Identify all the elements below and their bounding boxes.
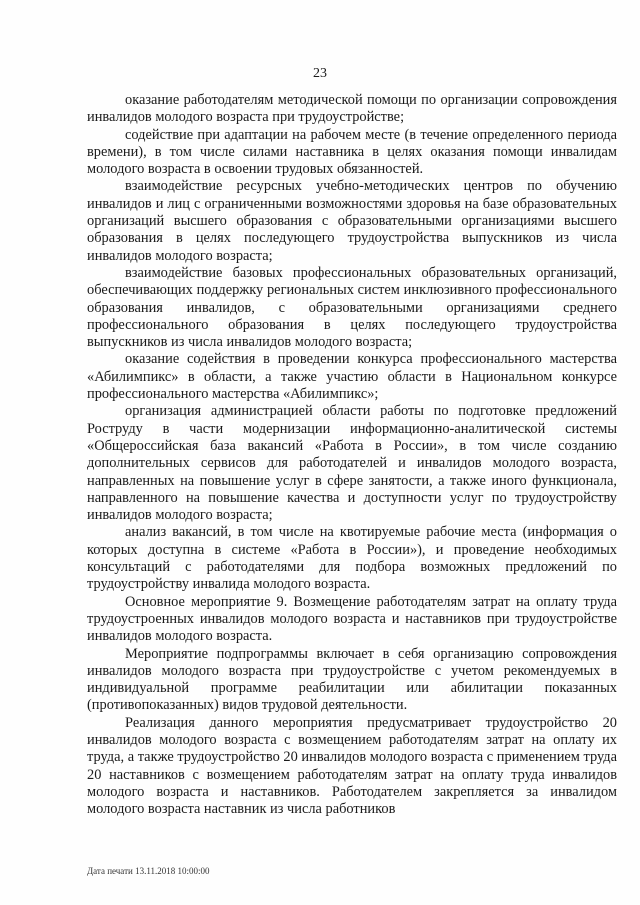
document-body — [87, 92, 617, 818]
paragraph-abilympics: оказание содействия в проведении конкурса профессионального мастерства «Абилимпикс» в области, а также участию области в Национальном конкурсе профессионального мастерства «Абилимпикс»; — [87, 351, 617, 403]
paragraph-resource-centers: взаимодействие ресурсных учебно-методических центров по обучению инвалидов и лиц с ограниченными возможностями здоровья на базе образовательных организаций высшего образования с образовательными организациями высшего образования в целях последующего трудоустройства выпускников из числа инвалидов молодого возраста; — [87, 178, 617, 264]
paragraph-subprogram-measure: Мероприятие подпрограммы включает в себя организацию сопровождения инвалидов молодого возраста при трудоустройстве с учетом рекомендуемых в индивидуальной программе реабилитации или абилитации показанных (противопоказанных) видов трудовой деятельности. — [87, 645, 617, 714]
paragraph-implementation: Реализация данного мероприятия предусматривает трудоустройство 20 инвалидов молодого возраста с возмещением работодателям затрат на оплату их труда, а также трудоустройство 20 инвалидов молодого возраста с применением труда 20 наставников с возмещением работодателям затрат на оплату труда инвалидов молодого возраста и наставников. Работодателем закрепляется за инвалидом молодого возраста наставник из числа работников — [87, 714, 617, 818]
page-number: 23 — [313, 66, 327, 81]
print-date-footer: Дата печати 13.11.2018 10:00:00 — [87, 866, 210, 876]
paragraph-methodical-help: оказание работодателям методической помощи по организации сопровождения инвалидов молодого возраста при трудоустройстве; — [87, 92, 617, 126]
paragraph-base-organizations: взаимодействие базовых профессиональных образовательных организаций, обеспечивающих поддержку региональных систем инклюзивного профессионального образования инвалидов, с образовательными организациями среднего профессионального образования в целях последующего трудоустройства выпускников из числа инвалидов молодого возраста; — [87, 264, 617, 351]
paragraph-workplace-adaptation: содействие при адаптации на рабочем месте (в течение определенного периода времени), в том числе силами наставника в целях оказания помощи инвалидам молодого возраста в освоении трудовых обязанностей. — [87, 126, 617, 178]
paragraph-vacancy-analysis: анализ вакансий, в том числе на квотируемые рабочие места (информация о которых доступна в системе «Работа в России»), и проведение необходимых консультаций с работодателями для подбора возможных предложений по трудоустройству инвалида молодого возраста. — [87, 524, 617, 593]
paragraph-vacancy-database: организация администрацией области работы по подготовке предложений Роструду в части модернизации информационно-аналитической системы «Общероссийская база вакансий «Работа в России», в том числе созданию дополнительных сервисов для работодателей и инвалидов молодого возраста, направленных на повышение услуг в сфере занятости, а также иного функционала, направленного на повышение качества и доступности услуг по трудоустройству инвалидов молодого возраста; — [87, 403, 617, 524]
paragraph-main-measure-9: Основное мероприятие 9. Возмещение работодателям затрат на оплату труда трудоустроенных инвалидов молодого возраста и наставников при трудоустройстве инвалидов молодого возраста. — [87, 593, 617, 645]
